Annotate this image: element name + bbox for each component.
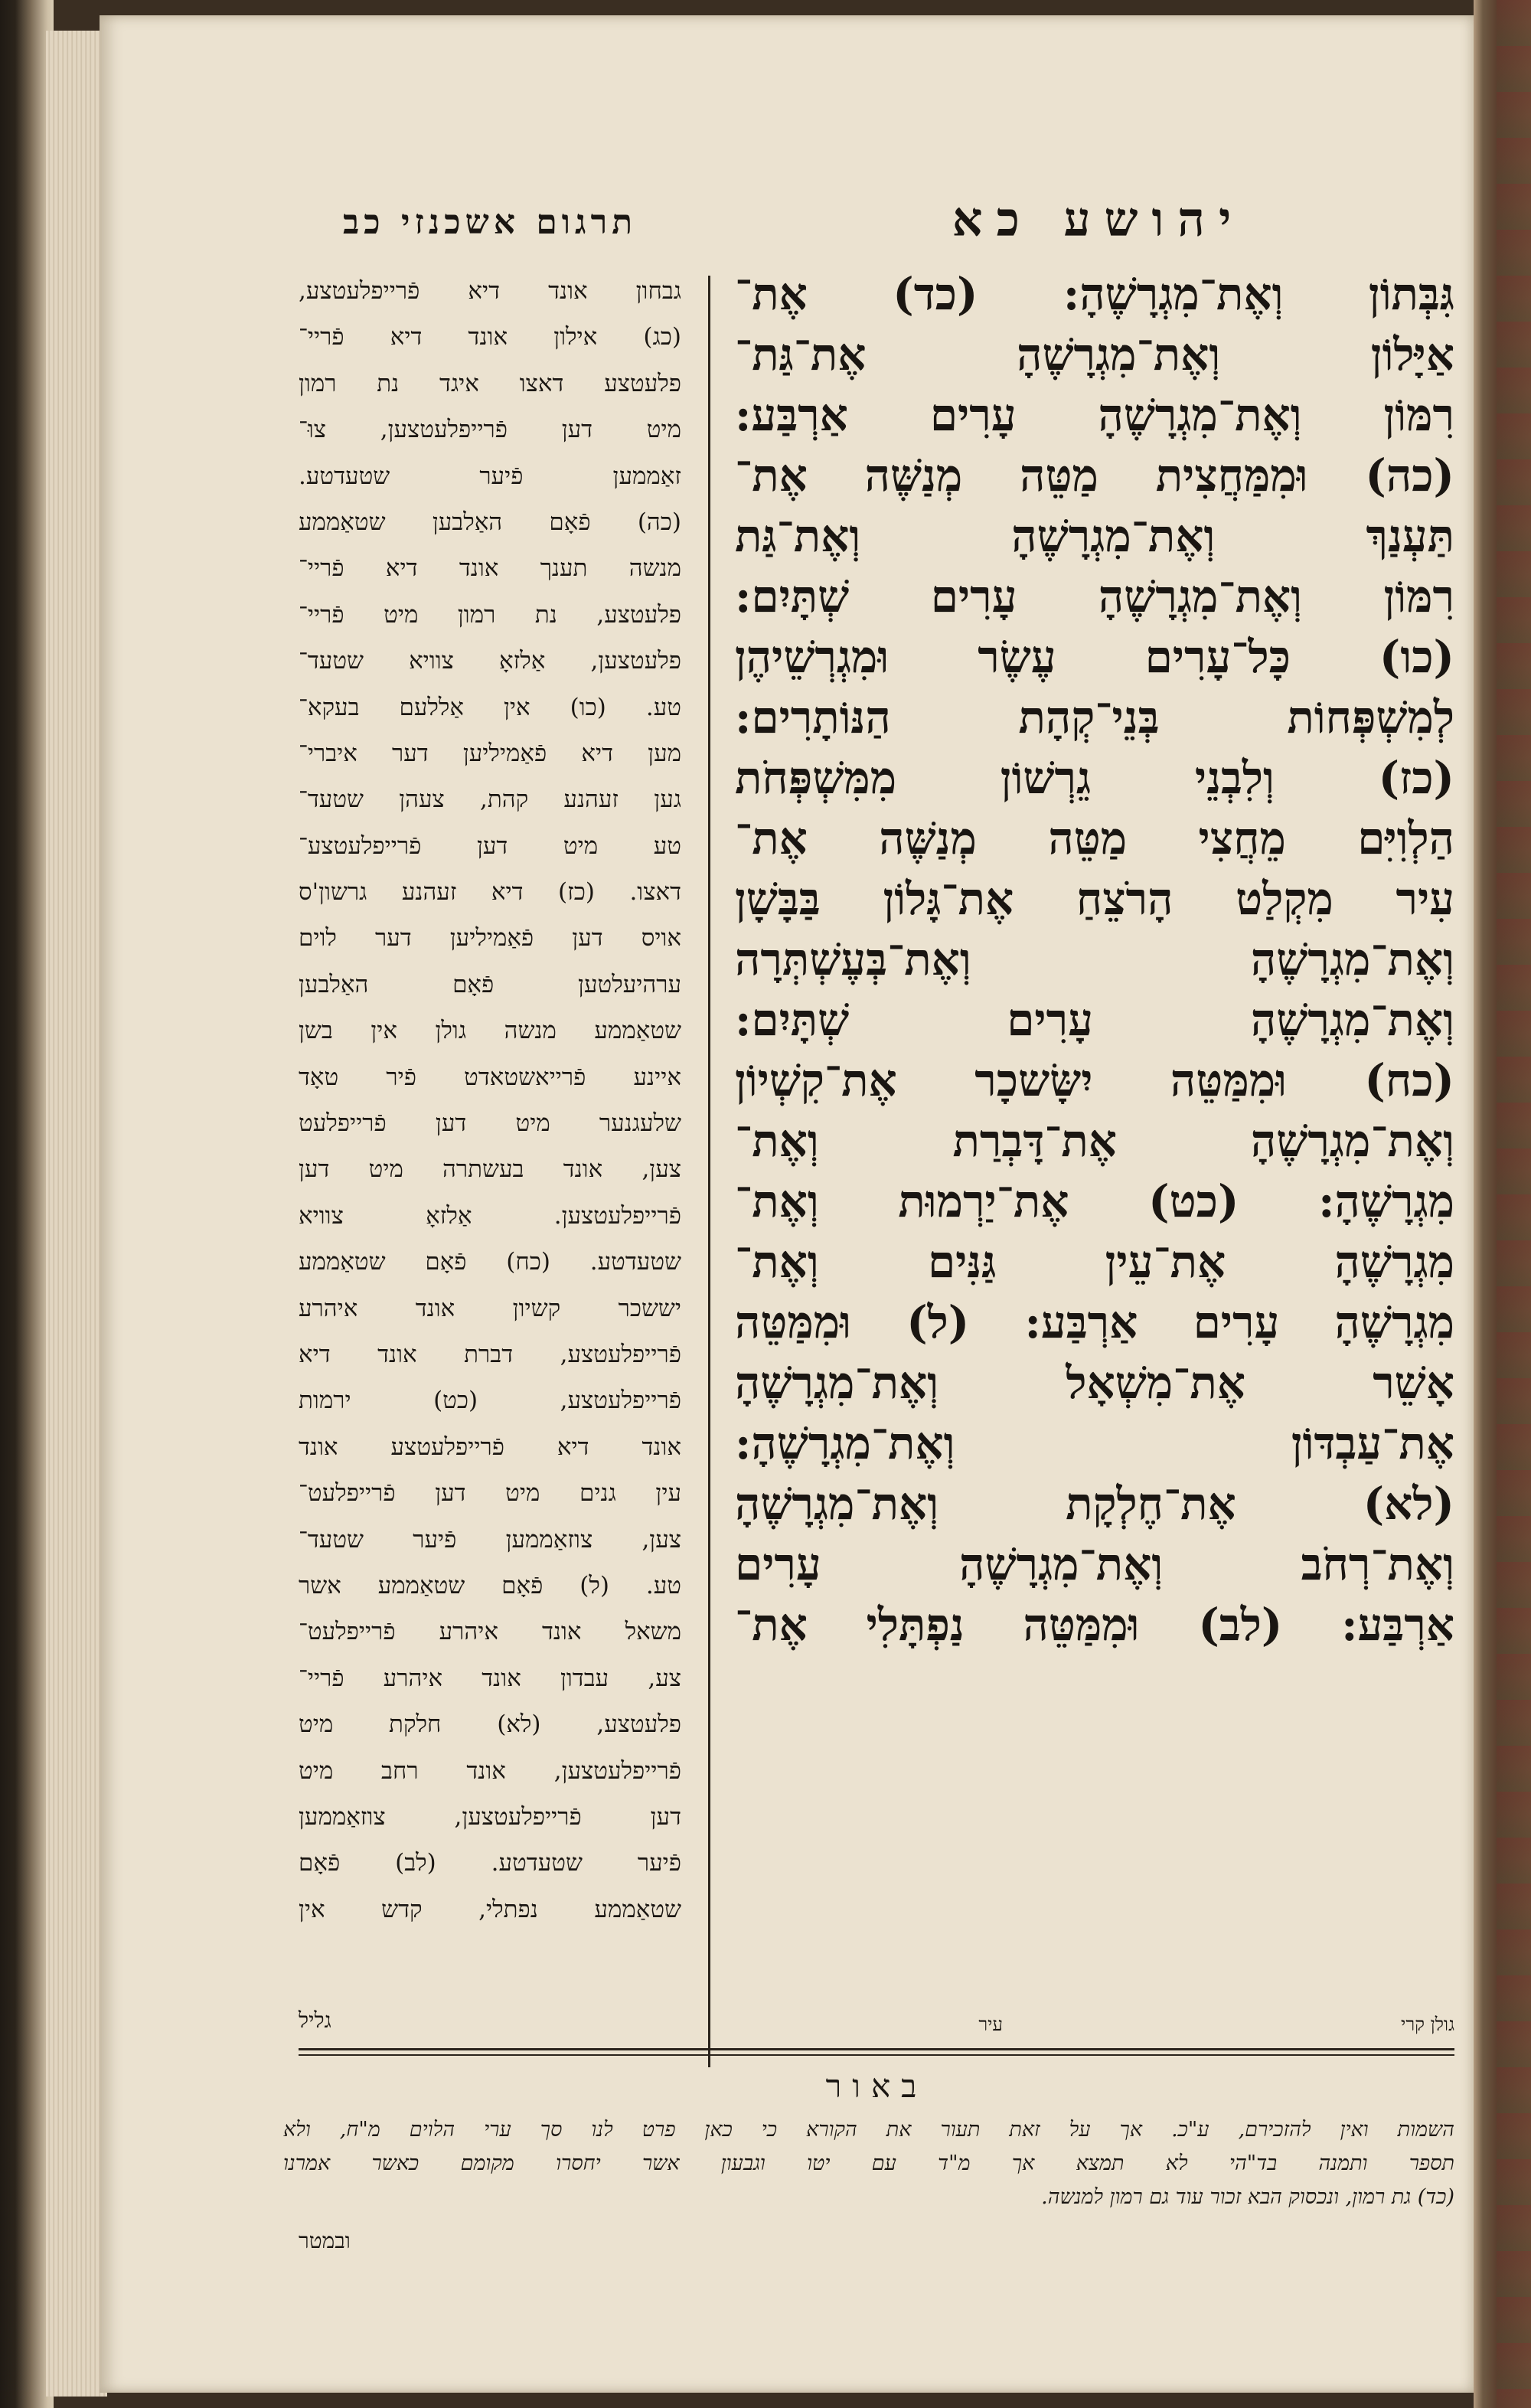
scripture-column [735, 264, 1454, 1655]
targum-running-head: תרגום אשכנזי כב [342, 203, 638, 242]
targum-line: (כג) אילון אונד דיא פֿריי־ [299, 323, 681, 351]
targum-line: גען זעהנע קהת, צעהן שטעד־ [299, 786, 681, 814]
page-content [283, 168, 1454, 2389]
page-catchword: ובמטר [299, 2228, 351, 2253]
scripture-line: וְאֶת־מִגְרָשֶׁהָ עָרִים שְׁתָּיִם: [735, 994, 1454, 1046]
targum-line: ערהיעלטען פֿאָם האַלבען [299, 970, 681, 998]
targum-column [299, 268, 681, 1933]
targum-line: פֿרייפלעטצען, אונד רחב מיט [299, 1756, 681, 1785]
targum-line: אויס דען פֿאַמיליען דער לוים [299, 924, 681, 952]
targum-line: טע. (ל) פֿאָם שטאַממע אשר [299, 1571, 681, 1599]
book-running-head: יהושע כא [952, 191, 1245, 247]
targum-line: מען דיא פֿאַמיליען דער איברי־ [299, 739, 681, 767]
targum-line: פלעטצע דאצו איגד נת רמון [299, 369, 681, 397]
targum-line: פלעטצע, נת רמון מיט פֿריי־ [299, 600, 681, 629]
scripture-line: הַלְוִיִּם מֵחֲצִי מַטֵּה מְנַשֶּׁה אֶת־ [735, 812, 1454, 864]
targum-line: שטאַממע מנשה גולן אין בשן [299, 1017, 681, 1045]
targum-line: שלעגנער מיט דען פֿרייפלעט [299, 1109, 681, 1138]
targum-line: צען, אונד בעשתרה מיט דען [299, 1155, 681, 1184]
targum-line: פלעטצע, (לא) חלקת מיט [299, 1710, 681, 1739]
scripture-catchword: עיר [978, 2014, 1003, 2035]
targum-line: פֿיער שטעדטע. (לב) פֿאָם [299, 1849, 681, 1877]
targum-line: משאל אונד איהרע פֿרייפלעט־ [299, 1618, 681, 1646]
scripture-line: אַיָּלוֹן וְאֶת־מִגְרָשֶׁהָ אֶת־גַּת־ [735, 328, 1454, 381]
targum-line: שטאַממע נפתלי, קדש אין [299, 1895, 681, 1923]
biur-heading: באור [825, 2067, 928, 2105]
targum-line: טע. (כו) אין אַללעם בעקא־ [299, 693, 681, 721]
scripture-line: רִמּוֹן וְאֶת־מִגְרָשֶׁהָ עָרִים אַרְבַּע: [735, 389, 1454, 441]
biur-line: השמות ואין להזכירם, ע"כ. אך על זאת תעור את הקורא כי כאן פרט לנו סך ערי הלוים מ"ח, ולא [283, 2118, 1454, 2142]
targum-line: פֿרייפלעטצען. אַלזאָ צוויא [299, 1201, 681, 1230]
targum-line: איינע פֿרייאשטאדט פֿיר טאָד [299, 1063, 681, 1091]
targum-line: אונד דיא פֿרייפלעטצע אונד [299, 1433, 681, 1461]
biur-commentary [283, 2113, 1454, 2214]
scripture-line: מִגְרָשֶׁהָ אֶת־עֵין גַּנִּים וְאֶת־ [735, 1236, 1454, 1288]
book-cover-board [1474, 0, 1531, 2408]
targum-line: זאַממען פֿיער שטעדטע. [299, 462, 681, 490]
targum-line: טע מיט דען פֿרייפלעטצע־ [299, 832, 681, 860]
scripture-line: וְאֶת־רְחֹב וְאֶת־מִגְרָשֶׁהָ עָרִים [735, 1538, 1454, 1590]
scripture-line: גִּבְּתוֹן וְאֶת־מִגְרָשֶׁהָ: (כד) אֶת־ [735, 268, 1454, 320]
targum-line: (כה) פֿאָם האַלבען שטאַממע [299, 508, 681, 536]
scripture-line: וְאֶת־מִגְרָשֶׁהָ אֶת־דָּבְרַת וְאֶת־ [735, 1115, 1454, 1167]
scripture-line: (כה) וּמִמַּחֲצִית מַטֵּה מְנַשֶּׁה אֶת־ [735, 449, 1454, 502]
biur-line: (כד) גת רמון, ונכסוק הבא זכור עוד גם רמון למנשה. [1041, 2185, 1454, 2209]
targum-line: עין גנים מיט דען פֿרייפלעט־ [299, 1479, 681, 1508]
targum-line: פֿרייפלעטצע, (כט) ירמות [299, 1387, 681, 1415]
targum-line: צען, צוזאַממען פֿיער שטעד־ [299, 1525, 681, 1554]
targum-line: מיט דען פֿרייפלעטצען, צוּ־ [299, 416, 681, 444]
scripture-line: (לא) אֶת־חֶלְקָת וְאֶת־מִגְרָשֶׁהָ [735, 1478, 1454, 1530]
scripture-line: תַּעְנַךְ וְאֶת־מִגְרָשֶׁהָ וְאֶת־גַּת [735, 510, 1454, 562]
scripture-line: אֶת־עַבְדּוֹן וְאֶת־מִגְרָשֶׁהָ: [735, 1417, 1454, 1469]
page-stack-edges [46, 31, 107, 2397]
scripture-line: אַרְבַּע: (לב) וּמִמַּטֵּה נַפְתָּלִי אֶת־ [735, 1599, 1454, 1651]
ketiv-qere-note: גולן קרי [1401, 2014, 1454, 2035]
targum-line: יששכר קשיון אונד איהרע [299, 1294, 681, 1322]
scripture-line: מִגְרָשֶׁהָ: (כט) אֶת־יַרְמוּת וְאֶת־ [735, 1175, 1454, 1227]
scripture-line: רִמּוֹן וְאֶת־מִגְרָשֶׁהָ עָרִים שְׁתָּיִם: [735, 570, 1454, 622]
targum-line: צע, עבדון אונד איהרע פֿריי־ [299, 1664, 681, 1692]
scripture-line: (כח) וּמִמַּטֵּה יִשָּׂשכָר אֶת־קִשְׁיוֹן [735, 1054, 1454, 1106]
targum-line: מנשה תענך אונד דיא פֿריי־ [299, 554, 681, 583]
scripture-line: (כו) כָּל־עָרִים עֶשֶׂר וּמִגְרְשֵׁיהֶן [735, 631, 1454, 683]
biur-line: תספר ותמנה בד"הי לא תמצא אך מ"ד עם יטו וגבעון אשר יחסרו מקומם כאשר אמרנו [283, 2152, 1454, 2175]
scripture-line: (כז) וְלִבְנֵי גֵרְשׁוֹן מִמִּשְׁפְּחֹת [735, 752, 1454, 804]
column-divider [708, 276, 710, 2067]
scripture-line: מִגְרָשֶׁהָ עָרִים אַרְבַּע: (ל) וּמִמַּטֵּה [735, 1296, 1454, 1348]
footer-divider [299, 2048, 1454, 2056]
targum-line: פלעטצען, אַלזאָ צוויא שטעד־ [299, 647, 681, 675]
scripture-line: וְאֶת־מִגְרָשֶׁהָ וְאֶת־בְּעֶשְׁתְּרָה [735, 933, 1454, 985]
targum-line: דען פֿרייפלעטצען, צוזאַממען [299, 1802, 681, 1831]
targum-line: פֿרייפלעטצע, דברת אונד דיא [299, 1340, 681, 1368]
targum-line: גבחון אונד דיא פֿרייפלעטצע, [299, 277, 681, 305]
targum-catchword: גליל [299, 2008, 331, 2033]
targum-line: שטעדטע. (כח) פֿאָם שטאַממע [299, 1248, 681, 1276]
scripture-line: אָשֵׁר אֶת־מִשְׁאָל וְאֶת־מִגְרָשֶׁהָ [735, 1357, 1454, 1409]
scripture-line: לְמִשְׁפְּחוֹת בְּנֵי־קְהָת הַנּוֹתָרִים: [735, 691, 1454, 743]
scripture-line: עִיר מִקְלַט הָרֹצֵחַ אֶת־גָּלוֹן בַּבָּשָׁן [735, 873, 1454, 925]
targum-line: דאצו. (כז) דיא זעהנע גרשון'ס [299, 878, 681, 907]
